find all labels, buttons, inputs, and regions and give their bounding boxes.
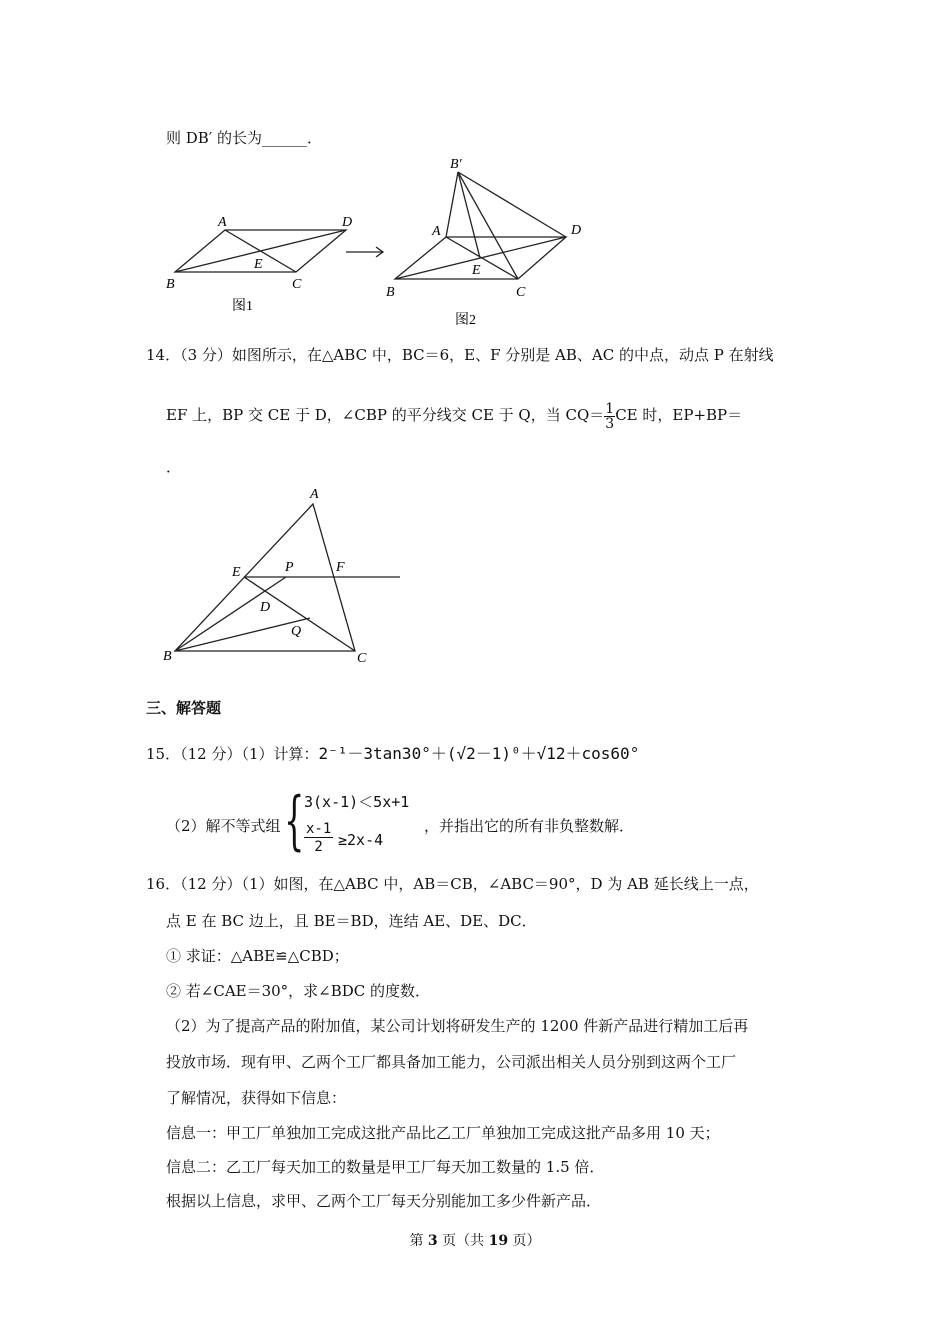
section-heading: 三、解答题 (146, 699, 222, 717)
fig3-label-p: P (285, 560, 294, 575)
fig3-shape (175, 504, 400, 651)
fig3-label-a: A (310, 487, 319, 502)
fig2-label-d: D (571, 223, 582, 238)
q16-line6: 投放市场．现有甲、乙两个工厂都具备加工能力，公司派出相关人员分别到这两个工厂 (166, 1053, 737, 1071)
fig2-caption: 图2 (455, 313, 476, 328)
fig1-label-a: A (218, 215, 227, 230)
brace-icon: { (284, 784, 305, 858)
q15-prefix: 15．（12 分）（1）计算： (146, 745, 319, 763)
fig2-label-a: A (432, 224, 441, 239)
fig3-label-d: D (260, 600, 271, 615)
q14-frac-num: 1 (605, 400, 615, 417)
q16-line8: 信息一：甲工厂单独加工完成这批产品比乙工厂单独加工完成这批产品多用 10 天； (166, 1124, 720, 1142)
q16-line9: 信息二：乙工厂每天加工的数量是甲工厂每天加工数量的 1.5 倍． (166, 1158, 605, 1176)
footer-page-number: 3 (427, 1233, 438, 1249)
q14-line2-a: EF 上，BP 交 CE 于 D，∠CBP 的平分线交 CE 于 Q，当 CQ＝ (166, 406, 605, 424)
q15-ineq2-num: x-1 (306, 821, 332, 837)
q14-line2 (166, 398, 742, 432)
q14-fraction (604, 402, 615, 431)
q15-part2-suffix: ，并指出它的所有非负整数解． (424, 817, 635, 835)
fig3-label-q: Q (291, 624, 302, 639)
q14-line3: ． (166, 458, 182, 476)
q15-ineq2-den: 2 (314, 839, 323, 855)
fig3-label-e: E (232, 565, 241, 580)
footer-mid: 页（共 (442, 1233, 485, 1249)
q16-line7: 了解情况，获得如下信息： (166, 1089, 347, 1107)
q16-line5: （2）为了提高产品的附加值，某公司计划将研发生产的 1200 件新产品进行精加工后再 (166, 1017, 749, 1035)
figure-parallelogram (150, 150, 610, 335)
fig1-caption: 图1 (232, 299, 253, 314)
footer-total-pages: 19 (488, 1233, 509, 1249)
fig2-label-b: B (386, 285, 395, 300)
page-footer (0, 1230, 950, 1250)
q14-frac-den: 3 (605, 415, 615, 432)
fig3-label-c: C (357, 651, 367, 666)
arrow-icon (346, 247, 383, 257)
q15-part2 (166, 784, 666, 859)
q13-tail-text: 则 DB′ 的长为______． (166, 129, 322, 147)
q15-line1 (146, 744, 639, 764)
fig1-label-b: B (166, 277, 175, 292)
q15-inequality-2-rest: ≥2x-4 (338, 831, 384, 849)
q14-line2-b: CE 时，EP+BP＝ (615, 406, 743, 424)
q14-line1: 14．（3 分）如图所示，在△ABC 中，BC＝6，E、F 分别是 AB、AC 的中点，动点 P 在射线 (146, 346, 774, 364)
fig1-label-d: D (342, 215, 353, 230)
fig1-label-c: C (292, 277, 302, 292)
q15-inequality-2-fraction (304, 821, 333, 856)
fig1-label-e: E (254, 257, 263, 272)
fig3-label-b: B (163, 649, 172, 664)
figure-triangle (160, 482, 405, 672)
footer-pre: 第 (409, 1233, 424, 1249)
q16-line2: 点 E 在 BC 边上，且 BE＝BD，连结 AE、DE、DC． (166, 912, 537, 930)
q15-inequality-1: 3(x-1)＜5x+1 (304, 793, 410, 811)
footer-post: 页） (512, 1233, 541, 1249)
fig3-label-f: F (336, 560, 345, 575)
q16-line1: 16．（12 分）（1）如图，在△ABC 中，AB＝CB，∠ABC＝90°，D 为 AB 延长线上一点， (146, 875, 759, 893)
q15-part2-prefix: （2）解不等式组 (166, 817, 281, 835)
q16-line4: ② 若∠CAE＝30°，求∠BDC 的度数． (166, 982, 431, 1000)
q16-line3: ① 求证：△ABE≌△CBD； (166, 947, 349, 965)
q16-line10: 根据以上信息，求甲、乙两个工厂每天分别能加工多少件新产品． (166, 1192, 602, 1210)
fig2-label-e: E (472, 263, 481, 278)
q15-expression: 2⁻¹－3tan30°＋(√2－1)⁰＋√12＋cos60° (318, 744, 640, 763)
fig2-label-c: C (516, 285, 526, 300)
fig2-label-bprime: B′ (450, 157, 462, 172)
